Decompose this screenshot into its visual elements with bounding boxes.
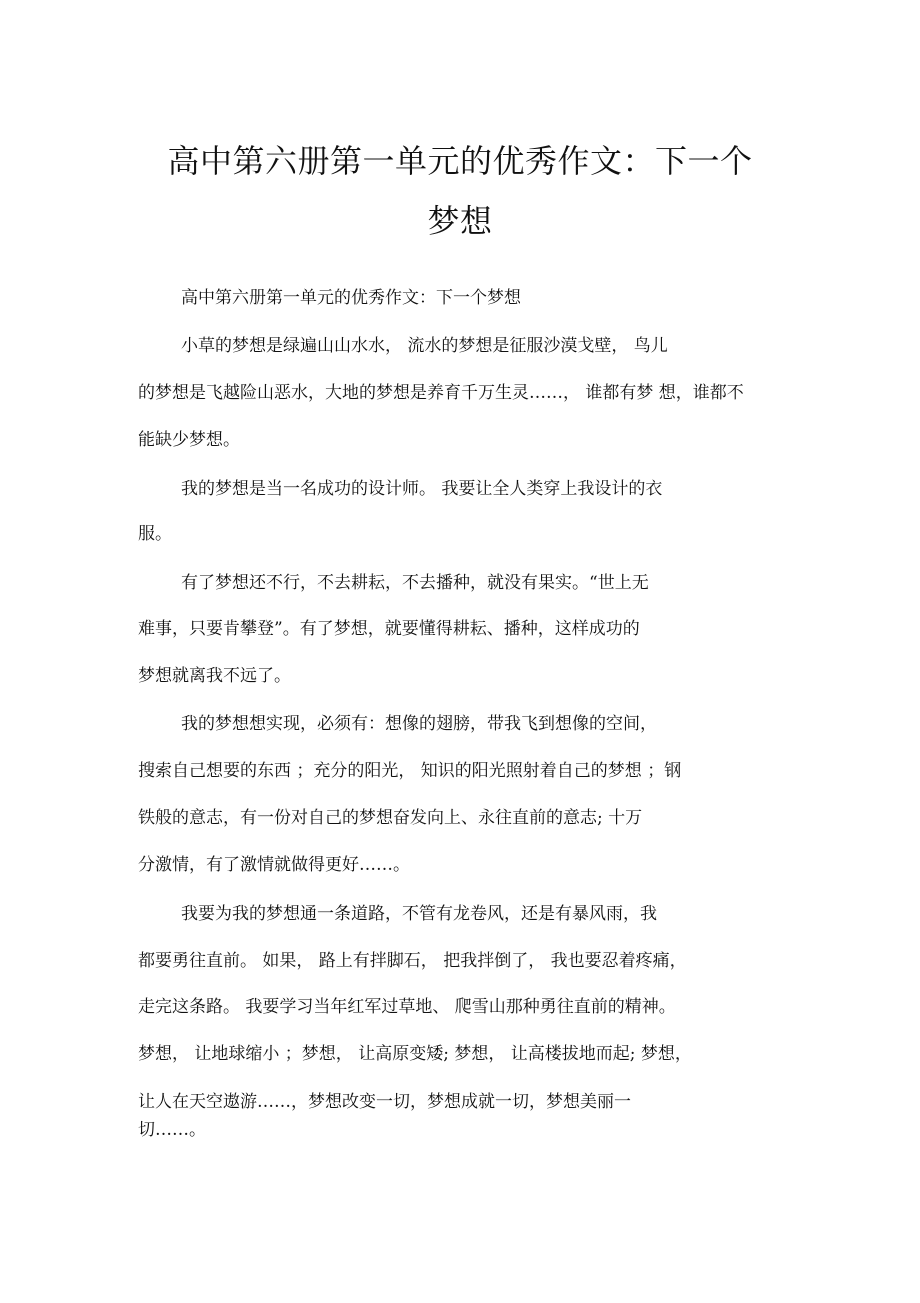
body-line-9: 梦想就离我不远了。: [138, 666, 291, 686]
body-line-17: 梦想， 让地球缩小 ；梦想， 让高原变矮; 梦想， 让高楼拔地而起; 梦想，: [138, 1044, 692, 1064]
body-line-19: 切……。: [138, 1120, 206, 1140]
body-line-8: 难事，只要肯攀登”。有了梦想，就要懂得耕耘、播种，这样成功的: [138, 619, 640, 639]
body-line-2: 小草的梦想是绿遍山山水水， 流水的梦想是征服沙漠戈壁， 鸟儿: [181, 336, 668, 356]
document-title-line-1: 高中第六册第一单元的优秀作文：下一个: [167, 142, 753, 180]
document-title-line-2: 梦想: [427, 202, 493, 240]
body-line-4: 能缺少梦想。: [138, 430, 240, 450]
body-line-1: 高中第六册第一单元的优秀作文：下一个梦想: [181, 288, 521, 308]
body-line-14: 我要为我的梦想通一条道路，不管有龙卷风，还是有暴风雨，我: [181, 904, 657, 924]
body-line-10: 我的梦想想实现，必须有：想像的翅膀，带我飞到想像的空间，: [181, 714, 657, 734]
body-line-18: 让人在天空遨游……，梦想改变一切，梦想成就一切，梦想美丽一: [138, 1092, 631, 1112]
body-line-16: 走完这条路。 我要学习当年红军过草地、 爬雪山那种勇往直前的精神。: [138, 997, 676, 1017]
body-line-11: 搜索自己想要的东西 ；充分的阳光， 知识的阳光照射着自己的梦想 ；钢: [138, 761, 682, 781]
body-line-13: 分激情，有了激情就做得更好……。: [138, 855, 410, 875]
body-line-12: 铁般的意志，有一份对自己的梦想奋发向上、永往直前的意志; 十万: [138, 808, 643, 828]
body-line-7: 有了梦想还不行，不去耕耘，不去播种，就没有果实。“世上无: [181, 573, 649, 593]
body-line-15: 都要勇往直前。 如果， 路上有拌脚石， 把我拌倒了， 我也要忍着疼痛，: [138, 951, 687, 971]
body-line-5: 我的梦想是当一名成功的设计师。 我要让全人类穿上我设计的衣: [181, 479, 663, 499]
body-line-6: 服。: [138, 524, 172, 544]
body-line-3: 的梦想是飞越险山恶水，大地的梦想是养育千万生灵……， 谁都有梦 想，谁都不: [138, 383, 744, 403]
